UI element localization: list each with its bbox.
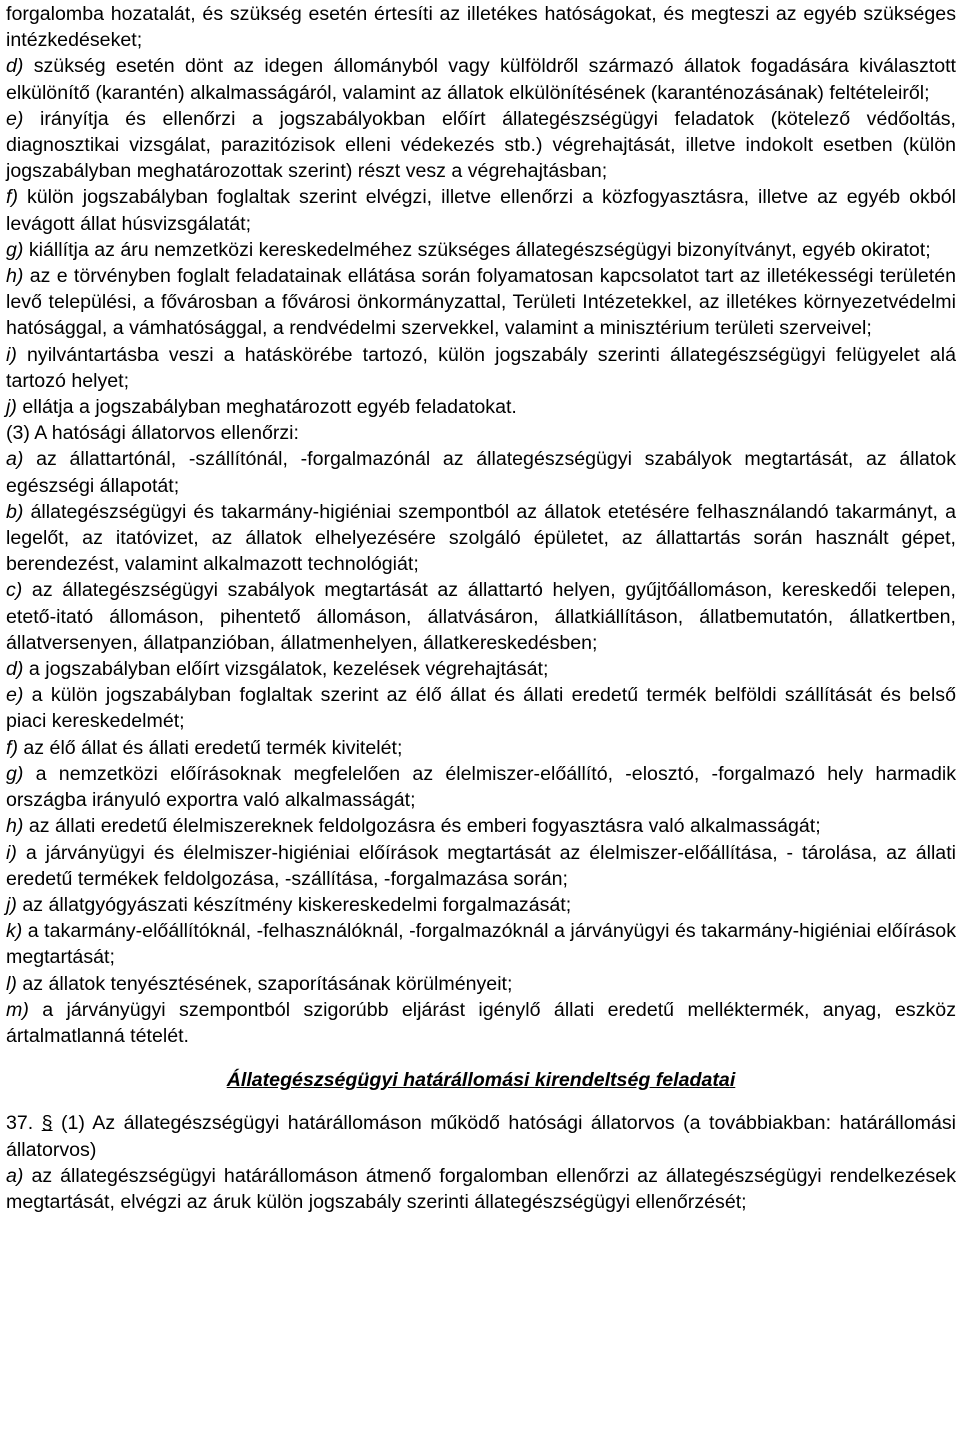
- item-marker: a): [6, 1164, 24, 1187]
- item-text: a jogszabályban előírt vizsgálatok, kezelések végrehajtását;: [23, 658, 549, 681]
- section-text: (1) Az állategészségügyi határállomáson működő hatósági állatorvos (a továbbiakban: határállomási állatorvos): [6, 1112, 956, 1161]
- item-text: nyilvántartásba veszi a hatáskörébe tartozó, külön jogszabály szerinti állategészségügyi felügyelet alá tartozó helyet;: [6, 343, 956, 392]
- item-text: állategészségügyi és takarmány-higiéniai szempontból az állatok etetésére felhasználandó takarmányt, a legelőt, az itatóvizet, az állatok elhelyezésére szolgáló épületet, az állattartás során használt gépet, berendezést, valamint alkalmazott technológiát;: [6, 500, 956, 576]
- list-item-a: [6, 446, 956, 498]
- subsection-3-intro: [6, 420, 956, 446]
- list-item-e: [6, 682, 956, 734]
- item-marker: g): [6, 238, 24, 261]
- list-item-j: [6, 394, 956, 420]
- item-text: a takarmány-előállítóknál, -felhasználóknál, -forgalmazóknál a járványügyi és takarmány-higiéniai előírások megtartását;: [6, 920, 956, 969]
- list-item-i: [6, 342, 956, 394]
- item-marker: e): [6, 684, 24, 707]
- list-item-h: [6, 813, 956, 839]
- item-text: az állategészségügyi határállomáson átmenő forgalomban ellenőrzi az állategészségügyi rendelkezések megtartását, elvégzi az áruk külön jogszabály szerinti állategészségügyi ellenőrzését;: [6, 1164, 956, 1213]
- item-text: az állatgyógyászati készítmény kiskereskedelmi forgalmazását;: [16, 893, 572, 916]
- list-item-f: [6, 184, 956, 236]
- item-marker: h): [6, 815, 24, 838]
- item-marker: j): [6, 893, 17, 916]
- item-marker: e): [6, 107, 24, 130]
- item-text: ellátja a jogszabályban meghatározott egyéb feladatokat.: [16, 396, 517, 419]
- item-marker: b): [6, 500, 24, 523]
- item-text: irányítja és ellenőrzi a jogszabályokban előírt állategészségügyi feladatok (kötelező védőoltás, diagnosztikai vizsgálat, parazitózisok elleni védekezés stb.) végrehajtását, illetve indokolt esetben (külön jogszabályban meghatározottak szerint) részt vesz a végrehajtásban;: [6, 107, 956, 183]
- item-marker: d): [6, 55, 24, 78]
- item-text: a járványügyi és élelmiszer-higiéniai előírások megtartását az élelmiszer-előállítása, - tárolása, az állati eredetű termékek feldolgozása, -szállítása, -forgalmazása során;: [6, 841, 956, 890]
- list-item-m: [6, 997, 956, 1049]
- item-text: az állatok tenyésztésének, szaporításának körülményeit;: [16, 972, 513, 995]
- list-item-l: [6, 971, 956, 997]
- list-item-e: [6, 106, 956, 185]
- item-marker: j): [6, 396, 17, 419]
- item-marker: h): [6, 265, 24, 288]
- item-marker: a): [6, 448, 24, 471]
- list-item-d: [6, 53, 956, 105]
- item-text: az állati eredetű élelmiszereknek feldolgozásra és emberi fogyasztásra való alkalmasságát;: [23, 815, 821, 838]
- list-item-g: [6, 237, 956, 263]
- item-marker: c): [6, 579, 23, 602]
- item-marker: d): [6, 658, 24, 681]
- item-text: a járványügyi szempontból szigorúbb eljárást igénylő állati eredetű melléktermék, anyag, eszköz ártalmatlanná tételét.: [6, 998, 956, 1047]
- paragraph-text: (3) A hatósági állatorvos ellenőrzi:: [6, 422, 299, 445]
- paragraph-continuation: [6, 1, 956, 53]
- item-text: a nemzetközi előírásoknak megfelelően az élelmiszer-előállító, -elosztó, -forgalmazó hely harmadik országba irányuló exportra való alkalmasságát;: [6, 762, 956, 812]
- paragraph-text: forgalomba hozatalát, és szükség esetén értesíti az illetékes hatóságokat, és megteszi az egyéb szükséges intézkedéseket;: [6, 3, 956, 52]
- item-text: szükség esetén dönt az idegen állományból vagy külföldről származó állatok fogadására kiválasztott elkülönítő (karantén) alkalmasságáról, valamint az állatok elkülönítésének (karanténozásának) feltételeiről;: [6, 55, 956, 104]
- item-text: az állategészségügyi szabályok megtartását az állattartó helyen, gyűjtőállomáson, kereskedői telepen, etető-itató állomáson, pihentető állomáson, állatvásáron, állatkiállításon, állatbemutatón, állatkertben, állatversenyen, állatpanzióban, állatmenhelyen, állatkereskedésben;: [6, 579, 956, 654]
- item-marker: g): [6, 762, 24, 785]
- item-text: külön jogszabályban foglaltak szerint elvégzi, illetve ellenőrzi a közfogyasztásra, illetve az egyéb okból levágott állat húsvizsgálatát;: [6, 186, 956, 235]
- item-marker: f): [6, 736, 18, 759]
- item-text: az e törvényben foglalt feladatainak ellátása során folyamatosan kapcsolatot tart az illetékességi területén levő települési, a fővárosban a fővárosi önkormányzattal, Területi Intézetekkel, az illetékes környezetvédelmi hatósággal, a vámhatósággal, a rendvédelmi szervekkel, valamint a minisztérium területi szerveivel;: [6, 265, 956, 340]
- item-marker: f): [6, 186, 18, 209]
- list-item-d: [6, 656, 956, 682]
- list-item-k: [6, 918, 956, 970]
- list-item-a-final: [6, 1163, 956, 1215]
- list-item-f: [6, 735, 956, 761]
- list-item-g: [6, 761, 956, 813]
- item-text: az élő állat és állati eredetű termék kivitelét;: [17, 736, 403, 759]
- list-item-j: [6, 892, 956, 918]
- item-marker: i): [6, 841, 17, 864]
- section-number: 37.: [6, 1112, 42, 1135]
- list-item-b: [6, 499, 956, 578]
- section-heading: Állategészségügyi határállomási kirendeltség feladatai: [226, 1069, 736, 1092]
- item-text: az állattartónál, -szállítónál, -forgalmazónál az állategészségügyi szabályok megtartását, az állatok egészségi állapotát;: [6, 448, 956, 497]
- list-item-i: [6, 840, 956, 892]
- item-marker: m): [6, 998, 29, 1021]
- section-37-intro: [6, 1110, 956, 1162]
- list-item-h: [6, 263, 956, 342]
- item-text: kiállítja az áru nemzetközi kereskedelméhez szükséges állategészségügyi bizonyítványt, egyéb okiratot;: [23, 238, 931, 261]
- item-marker: l): [6, 972, 17, 995]
- list-item-c: [6, 577, 956, 656]
- item-marker: k): [6, 920, 23, 943]
- item-text: a külön jogszabályban foglaltak szerint az élő állat és állati eredetű termék belföldi szállítását és belső piaci kereskedelmét;: [6, 684, 956, 733]
- section-symbol-link[interactable]: §: [41, 1112, 53, 1135]
- item-marker: i): [6, 343, 17, 366]
